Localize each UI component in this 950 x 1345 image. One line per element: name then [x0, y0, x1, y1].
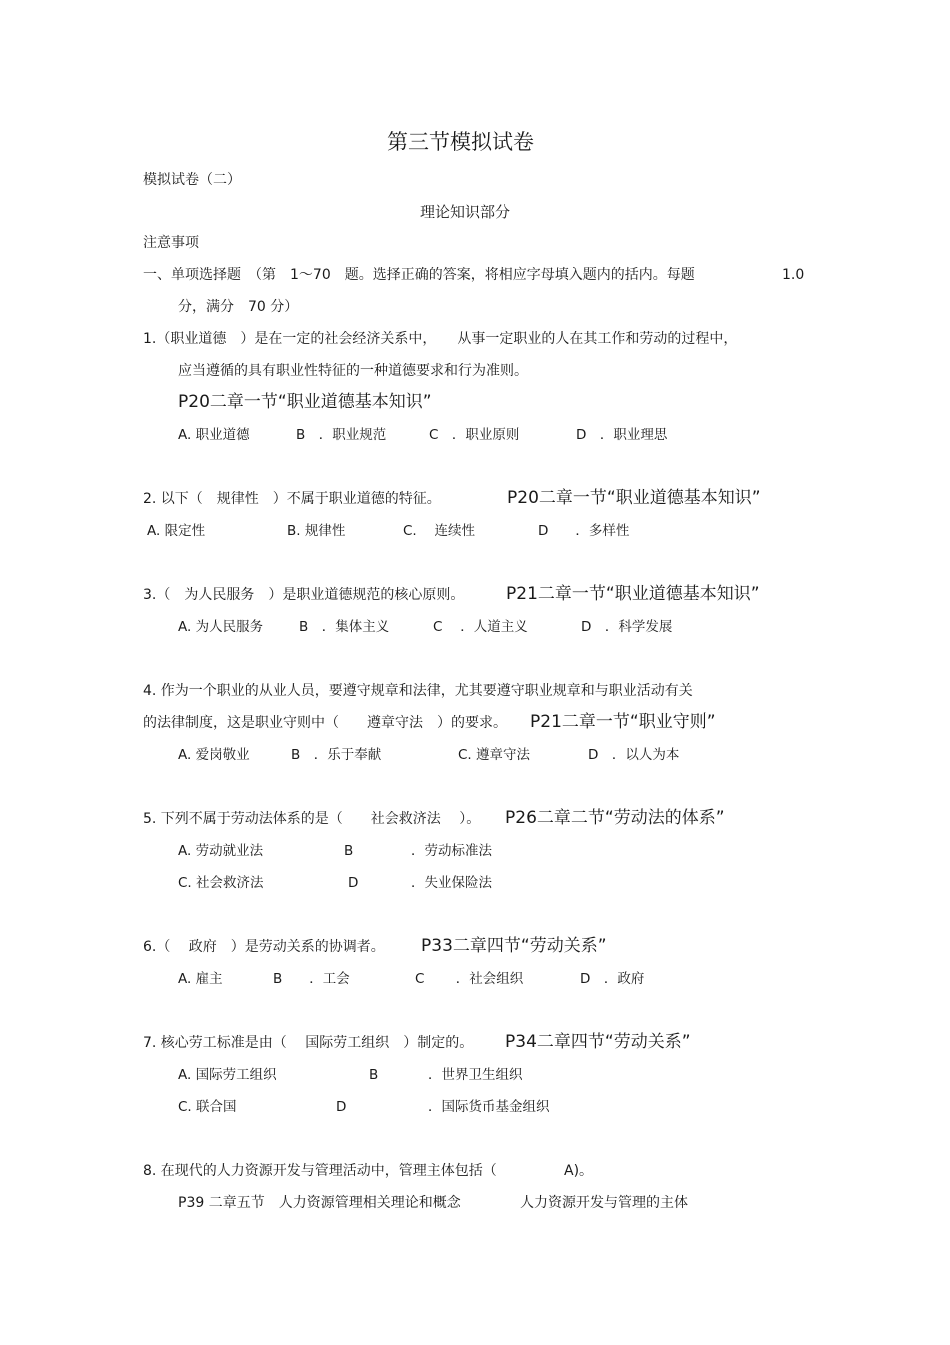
question-8-answer: A)。	[564, 1163, 594, 1179]
question-1-stem: 1.（职业道德 ）是在一定的社会经济关系中， 从事一定职业的人在其工作和劳动的过程中，	[143, 331, 738, 347]
question-5-option-b-letter: B	[344, 843, 354, 859]
question-3-option-b: B ．集体主义	[299, 619, 390, 635]
question-1-option-d: D ．职业理思	[576, 427, 668, 443]
question-4-stem: 4. 作为一个职业的从业人员，要遵守规章和法律，尤其要遵守职业规章和与职业活动有关	[143, 683, 693, 699]
question-6-stem: 6.（ 政府 ）是劳动关系的协调者。	[143, 939, 385, 955]
question-2-reference: P20二章一节“职业道德基本知识”	[507, 488, 761, 508]
question-7-option-d-letter: D	[336, 1099, 347, 1115]
question-4-reference: P21二章一节“职业守则”	[530, 712, 716, 732]
question-2-option-a: A. 限定性	[147, 523, 206, 539]
question-7-reference: P34二章四节“劳动关系”	[505, 1032, 691, 1052]
instructions-line-1: 一、单项选择题 （第 1～70 题。选择正确的答案，将相应字母填入题内的括内。每题	[143, 267, 695, 283]
question-4-option-d: D ．以人为本	[588, 747, 680, 763]
question-4-option-a: A. 爱岗敬业	[178, 747, 250, 763]
question-1-option-c: C ．职业原则	[429, 427, 520, 443]
question-5-option-b: ．劳动标准法	[411, 843, 492, 859]
question-3-option-a: A. 为人民服务	[178, 619, 264, 635]
question-7-option-c: C. 联合国	[178, 1099, 237, 1115]
page-title: 第三节模拟试卷	[387, 130, 534, 154]
question-6-option-c: C ．社会组织	[415, 971, 524, 987]
question-1-option-a: A. 职业道德	[178, 427, 250, 443]
question-7-option-b: ．世界卫生组织	[428, 1067, 523, 1083]
instructions-score: 1.0	[782, 267, 805, 283]
question-6-reference: P33二章四节“劳动关系”	[421, 936, 607, 956]
question-1-reference: P20二章一节“职业道德基本知识”	[178, 392, 432, 412]
question-5-option-d: ．失业保险法	[411, 875, 492, 891]
question-1-stem-cont: 应当遵循的具有职业性特征的一种道德要求和行为准则。	[178, 363, 528, 379]
question-2-stem: 2. 以下（ 规律性 ）不属于职业道德的特征。	[143, 491, 441, 507]
question-4-option-c: C. 遵章守法	[458, 747, 531, 763]
question-6-option-b: B ．工会	[273, 971, 350, 987]
question-5-option-a: A. 劳动就业法	[178, 843, 264, 859]
question-2-option-d: D ．多样性	[538, 523, 630, 539]
question-7-option-b-letter: B	[369, 1067, 379, 1083]
question-2-option-c: C. 连续性	[403, 523, 476, 539]
question-3-stem: 3.（ 为人民服务 ）是职业道德规范的核心原则。	[143, 587, 465, 603]
question-8-stem: 8. 在现代的人力资源开发与管理活动中，管理主体包括（	[143, 1163, 497, 1179]
question-7-option-a: A. 国际劳工组织	[178, 1067, 277, 1083]
instructions-line-2: 分，满分 70 分）	[178, 299, 299, 315]
question-5-reference: P26二章二节“劳动法的体系”	[505, 808, 725, 828]
question-4-option-b: B ．乐于奉献	[291, 747, 382, 763]
question-6-option-a: A. 雇主	[178, 971, 223, 987]
question-8-reference-topic: 人力资源开发与管理的主体	[520, 1195, 688, 1211]
question-7-option-d: ．国际货币基金组织	[428, 1099, 550, 1115]
question-5-option-c: C. 社会救济法	[178, 875, 264, 891]
question-3-option-c: C ．人道主义	[433, 619, 528, 635]
section-heading: 理论知识部分	[420, 203, 511, 221]
question-3-option-d: D ．科学发展	[581, 619, 673, 635]
question-8-reference: P39 二章五节 人力资源管理相关理论和概念	[178, 1195, 461, 1211]
notice-heading: 注意事项	[143, 235, 199, 251]
question-7-stem: 7. 核心劳工标准是由（ 国际劳工组织 ）制定的。	[143, 1035, 474, 1051]
question-3-reference: P21二章一节“职业道德基本知识”	[506, 584, 760, 604]
question-1-option-b: B ．职业规范	[296, 427, 387, 443]
paper-subtitle: 模拟试卷（二）	[143, 172, 241, 188]
question-5-option-d-letter: D	[348, 875, 359, 891]
question-2-option-b: B. 规律性	[287, 523, 346, 539]
question-6-option-d: D ．政府	[580, 971, 645, 987]
question-4-stem-cont: 的法律制度，这是职业守则中（ 遵章守法 ）的要求。	[143, 715, 507, 731]
question-5-stem: 5. 下列不属于劳动法体系的是（ 社会救济法 ）。	[143, 811, 481, 827]
